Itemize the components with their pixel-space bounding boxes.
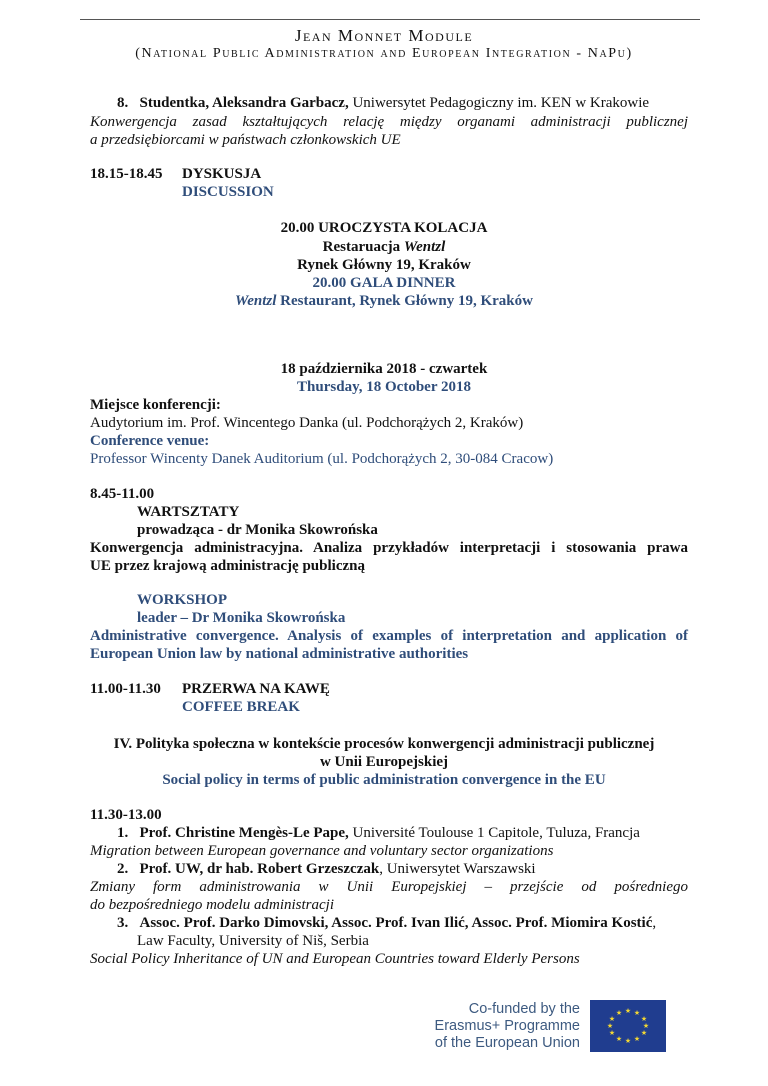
funding-line2: Erasmus+ Programme (434, 1018, 580, 1034)
funding-line1: Co-funded by the (468, 1001, 580, 1017)
talk-title: Migration between European governance and voluntary sector organizations (90, 843, 554, 859)
venue-en: Professor Wincenty Danek Auditorium (ul. Podchorążych 2, 30-084 Cracow) (90, 451, 554, 467)
speaker-number: 3. (117, 915, 129, 931)
star-icon: ★ (642, 1022, 650, 1030)
speaker-affiliation: Uniwersytet Pedagogiczny im. KEN w Krakowie (352, 95, 650, 111)
star-icon: ★ (615, 1009, 623, 1017)
dinner-title-en: 20.00 GALA DINNER (312, 275, 456, 291)
module-title: Jean Monnet Module (294, 26, 474, 45)
speaker-name: Prof. UW, dr hab. Robert Grzeszczak (139, 861, 380, 877)
speaker-number: 8. (117, 95, 129, 111)
speaker-affiliation: Université Toulouse 1 Capitole, Tuluza, Francja (348, 825, 640, 841)
workshop-label-en: WORKSHOP (137, 592, 228, 608)
speaker-3 (117, 914, 656, 932)
speaker-affiliation-sep: , (652, 915, 657, 931)
eu-flag-icon (590, 1000, 666, 1052)
star-icon: ★ (640, 1015, 648, 1023)
speaker-name: Prof. Christine Mengès-Le Pape, (139, 825, 349, 841)
star-icon: ★ (633, 1009, 641, 1017)
venue-address-en: Restaurant, Rynek Główny 19, Kraków (276, 293, 533, 309)
speaker-name: Studentka, Aleksandra Garbacz, (139, 95, 349, 111)
venue-name-en: Wentzl (235, 293, 277, 309)
workshop-topic-pl-line1: Konwergencja administracyjna. Analiza przykładów interpretacji i stosowania prawa (90, 540, 688, 556)
session-title-pl-line2: w Unii Europejskiej (319, 754, 449, 770)
workshop-topic-en-line2: European Union law by national administrative authorities (90, 646, 469, 662)
session-title-pl-line1: IV. Polityka społeczna w kontekście procesów konwergencji administracji publicznej (113, 736, 655, 752)
workshop-leader-pl: prowadząca - dr Monika Skowrońska (137, 522, 378, 538)
date-pl: 18 października 2018 - czwartek (280, 361, 488, 377)
speaker-number: 1. (117, 825, 129, 841)
session-title-en: Social policy in terms of public administration convergence in the EU (162, 772, 606, 788)
star-icon: ★ (633, 1035, 641, 1043)
session-time: 11.30-13.00 (90, 807, 162, 823)
speaker-affiliation: Law Faculty, University of Niš, Serbia (137, 933, 369, 949)
talk-title-line1: Konwergencja zasad kształtujących relację między organami administracji publicznej (90, 114, 688, 130)
discussion-label-pl: DYSKUSJA (182, 166, 262, 182)
workshop-topic-pl-line2: UE przez krajową administrację publiczną (90, 558, 365, 574)
speaker-8 (117, 94, 649, 112)
star-icon: ★ (624, 1037, 632, 1045)
star-icon: ★ (640, 1029, 648, 1037)
speaker-1 (117, 824, 640, 842)
talk-title-line2: do bezpośredniego modelu administracji (90, 897, 335, 913)
workshop-leader-en: leader – Dr Monika Skowrońska (137, 610, 346, 626)
speaker-2 (117, 860, 536, 878)
workshop-topic-en-line1: Administrative convergence. Analysis of examples of interpretation and application of (90, 628, 688, 644)
speaker-affiliation: , Uniwersytet Warszawski (379, 861, 536, 877)
discussion-label-en: DISCUSSION (182, 184, 274, 200)
discussion-time: 18.15-18.45 (90, 166, 163, 182)
star-icon: ★ (606, 1022, 614, 1030)
workshop-time: 8.45-11.00 (90, 486, 155, 502)
dinner-venue-en (0, 292, 768, 310)
module-subtitle: (National Public Administration and European Integration - NaPu) (135, 46, 633, 61)
venue-prefix: Restaruacja (322, 239, 404, 255)
coffee-time: 11.00-11.30 (90, 681, 161, 697)
date-en: Thursday, 18 October 2018 (297, 379, 471, 395)
talk-title-line2: a przedsiębiorcami w państwach członkowskich UE (90, 132, 401, 148)
funding-line3: of the European Union (434, 1035, 580, 1051)
venue-name: Wentzl (403, 239, 446, 255)
star-icon: ★ (608, 1029, 616, 1037)
venue-label-pl: Miejsce konferencji: (90, 397, 221, 413)
header-rule (80, 19, 700, 20)
speaker-number: 2. (117, 861, 129, 877)
coffee-label-en: COFFEE BREAK (182, 699, 300, 715)
dinner-address-pl: Rynek Główny 19, Kraków (297, 257, 471, 273)
talk-title: Social Policy Inheritance of UN and European Countries toward Elderly Persons (90, 951, 580, 967)
talk-title-line1: Zmiany form administrowania w Unii Europejskiej – przejście od pośredniego (90, 879, 688, 895)
venue-label-en: Conference venue: (90, 433, 210, 449)
star-icon: ★ (615, 1035, 623, 1043)
star-icon: ★ (608, 1015, 616, 1023)
dinner-venue-pl (0, 238, 768, 256)
coffee-label-pl: PRZERWA NA KAWĘ (182, 681, 330, 697)
star-icon: ★ (624, 1007, 632, 1015)
speaker-names: Assoc. Prof. Darko Dimovski, Assoc. Prof. Ivan Ilić, Assoc. Prof. Miomira Kostić (139, 915, 653, 931)
workshop-label-pl: WARTSZTATY (137, 504, 240, 520)
funding-statement (380, 1001, 580, 1052)
venue-pl: Audytorium im. Prof. Wincentego Danka (ul. Podchorążych 2, Kraków) (90, 415, 524, 431)
dinner-title-pl: 20.00 UROCZYSTA KOLACJA (280, 220, 488, 236)
